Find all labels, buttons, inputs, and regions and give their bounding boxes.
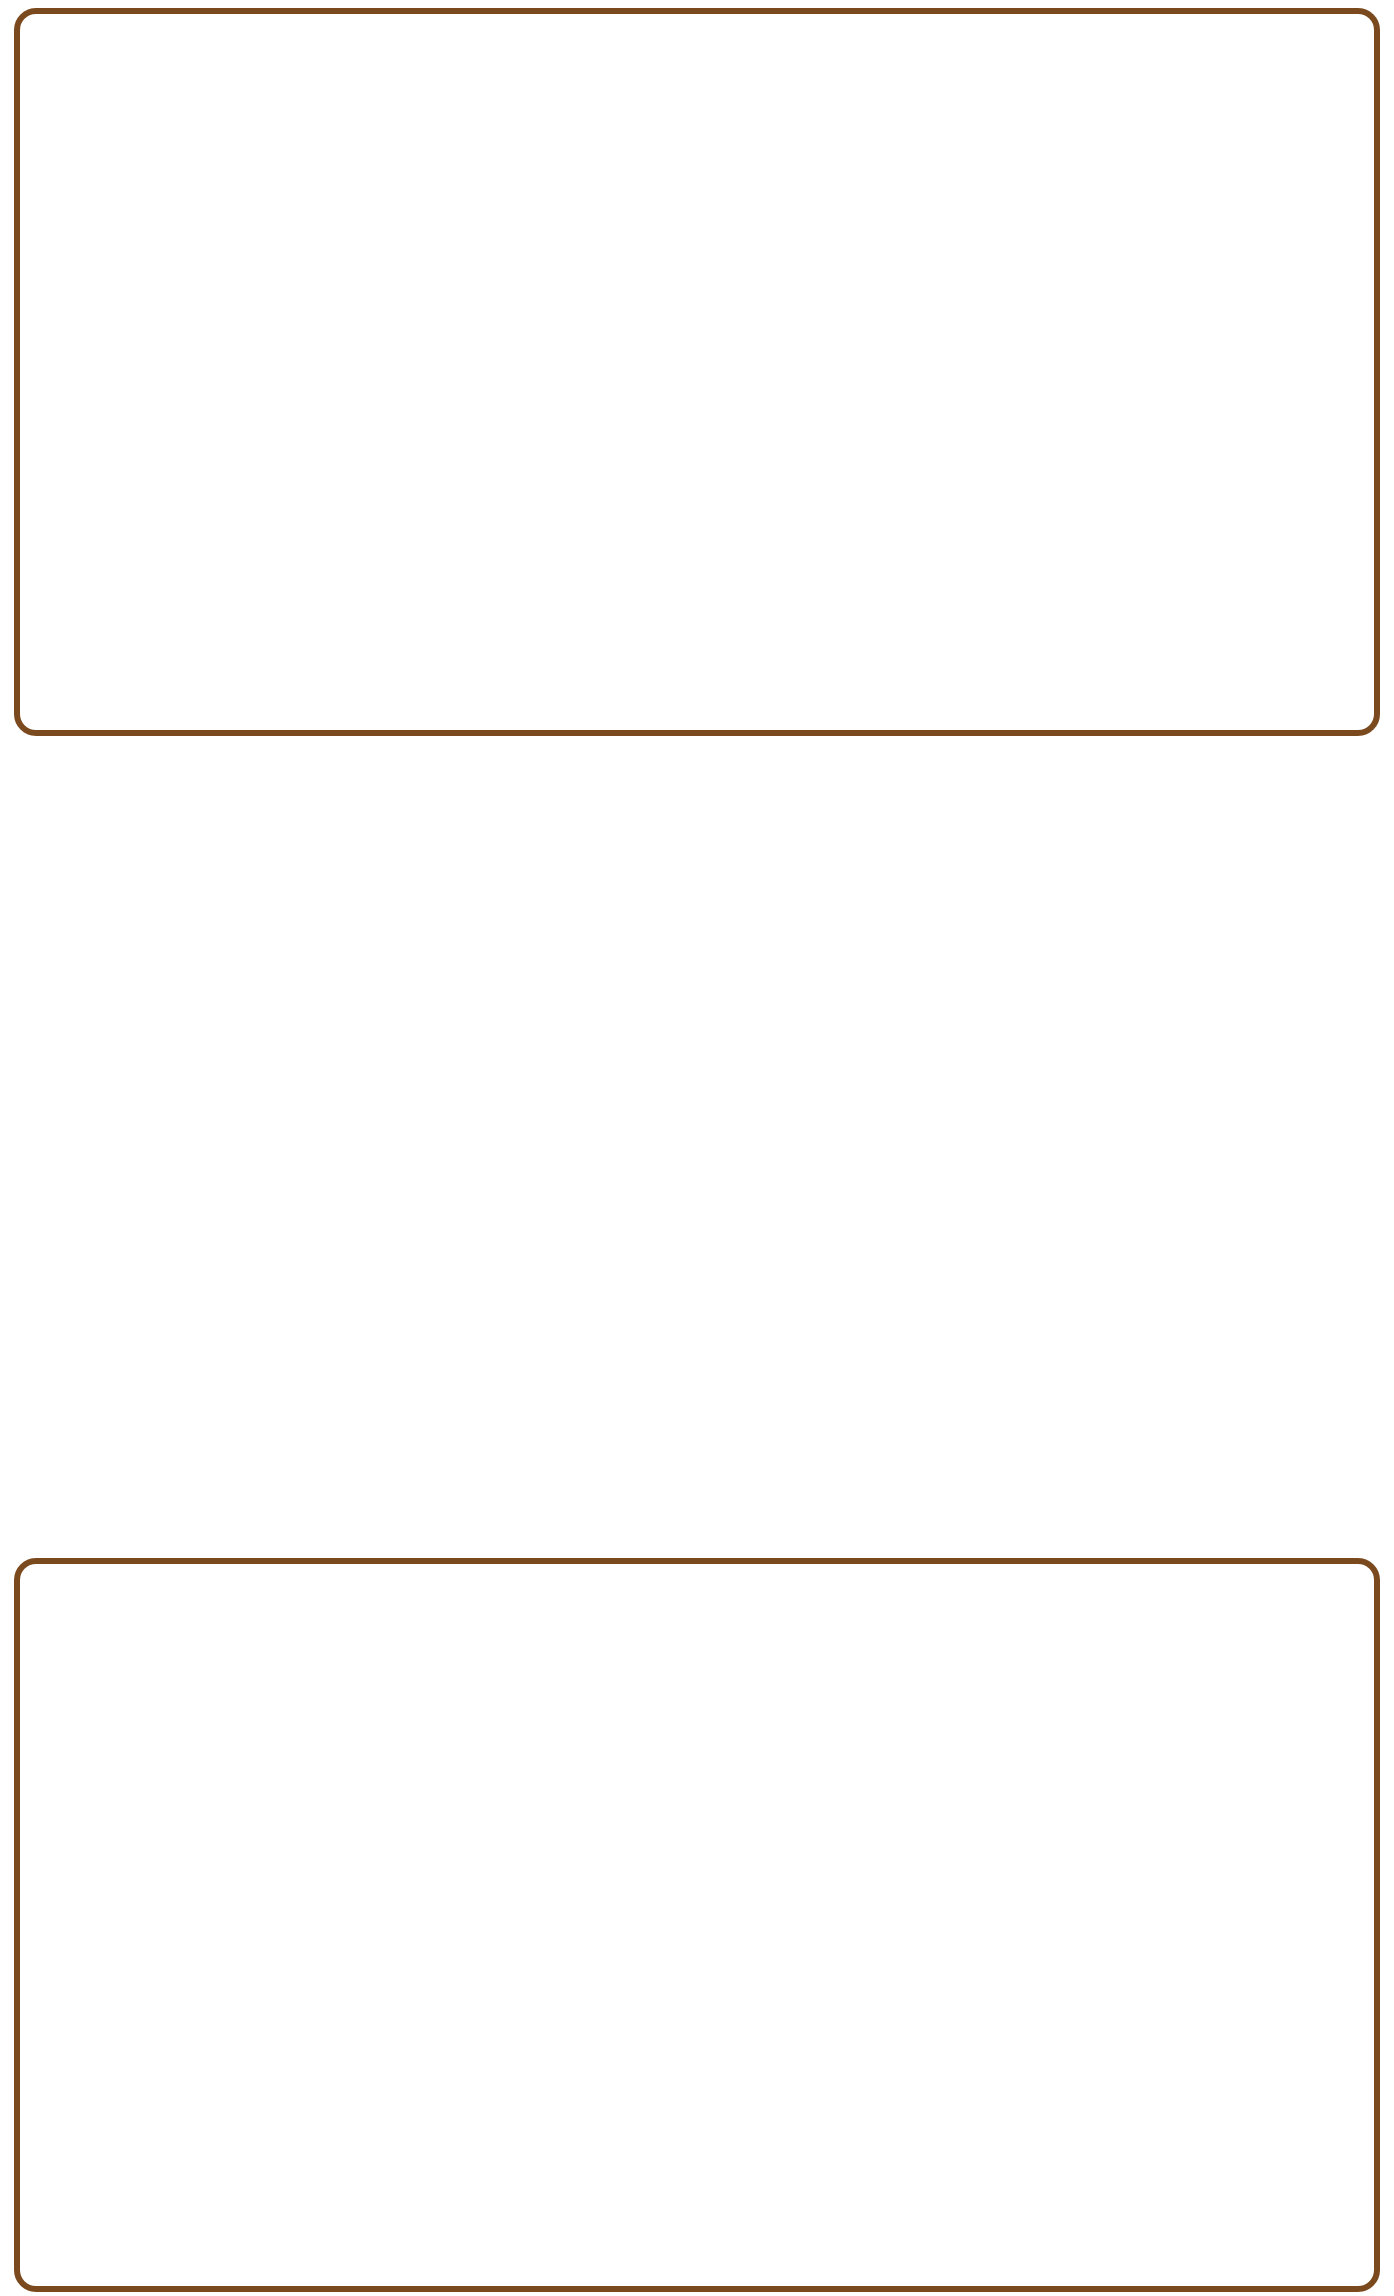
price-panel-1-bedroom [14,8,1380,736]
price-panel-2-bedrooms [14,1558,1380,2292]
